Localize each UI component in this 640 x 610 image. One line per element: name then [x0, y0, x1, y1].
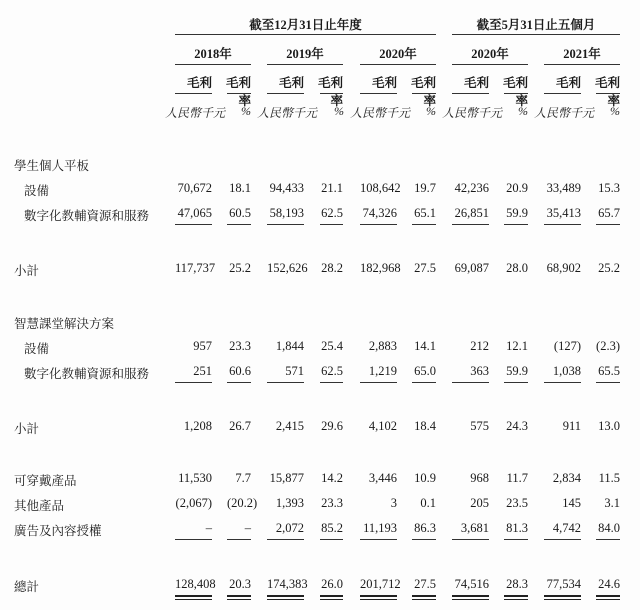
underline — [227, 539, 251, 540]
subtotal-label: 小計 — [14, 422, 40, 436]
gross-profit-cell: 47,065 — [177, 206, 212, 220]
gross-profit-cell: 3 — [390, 496, 397, 510]
margin-cell: 62.5 — [321, 364, 343, 378]
double-underline — [596, 595, 620, 600]
gross-profit-cell: 2,415 — [275, 419, 304, 433]
col-header-margin: 毛利率 — [502, 76, 528, 108]
divider — [320, 93, 343, 94]
margin-cell: 15.3 — [598, 181, 620, 195]
margin-cell: 65.5 — [598, 364, 620, 378]
divider — [452, 64, 528, 65]
margin-cell: 60.6 — [229, 364, 251, 378]
gross-profit-cell: 74,326 — [362, 206, 397, 220]
gross-profit-cell: 182,968 — [360, 261, 401, 275]
divider — [544, 64, 620, 65]
total-label: 總計 — [14, 580, 40, 594]
gross-profit-cell: 145 — [562, 496, 581, 510]
margin-cell: 65.0 — [414, 364, 436, 378]
margin-cell: 27.5 — [414, 261, 436, 275]
col-header-margin: 毛利率 — [594, 76, 620, 108]
gross-profit-cell: 58,193 — [269, 206, 304, 220]
divider — [360, 93, 397, 94]
gross-profit-cell: 968 — [470, 471, 489, 485]
gross-profit-cell: 108,642 — [360, 181, 401, 195]
underline — [267, 224, 304, 225]
gross-profit-cell: 1,844 — [275, 339, 304, 353]
gross-profit-cell: 117,737 — [175, 261, 216, 275]
unit-percent: % — [334, 104, 344, 118]
gross-profit-cell: 94,433 — [269, 181, 304, 195]
underline — [320, 224, 343, 225]
margin-cell: 24.6 — [598, 577, 620, 591]
gross-profit-cell: 571 — [285, 364, 304, 378]
underline — [596, 224, 620, 225]
gross-profit-cell: 1,219 — [368, 364, 397, 378]
gross-profit-cell: 174,383 — [267, 577, 308, 591]
margin-cell: 13.0 — [598, 419, 620, 433]
margin-cell: 0.1 — [420, 496, 436, 510]
underline — [267, 382, 304, 383]
gross-profit-cell: 26,851 — [454, 206, 489, 220]
double-underline — [227, 595, 251, 600]
gross-profit-cell: 2,883 — [368, 339, 397, 353]
double-underline — [360, 595, 397, 600]
gross-profit-cell: 77,534 — [546, 577, 581, 591]
underline — [504, 539, 528, 540]
gross-profit-cell: 3,681 — [460, 521, 489, 535]
unit-percent: % — [518, 104, 528, 118]
margin-cell: 11.7 — [506, 471, 528, 485]
gross-profit-cell: 68,902 — [546, 261, 581, 275]
margin-cell: 3.1 — [604, 496, 620, 510]
divider — [452, 34, 620, 35]
underline — [452, 539, 489, 540]
margin-cell: 14.1 — [414, 339, 436, 353]
gross-profit-cell: 33,489 — [546, 181, 581, 195]
underline — [175, 224, 212, 225]
row-label: 數字化教輔資源和服務 — [24, 367, 150, 381]
divider — [267, 93, 304, 94]
underline — [360, 224, 397, 225]
underline — [227, 224, 251, 225]
underline — [504, 224, 528, 225]
gross-profit-cell: 2,834 — [552, 471, 581, 485]
margin-cell: 23.3 — [321, 496, 343, 510]
period-header-five-months: 截至5月31日止五個月 — [476, 18, 596, 32]
subtotal-label: 小計 — [14, 264, 40, 278]
margin-cell: 20.3 — [229, 577, 251, 591]
underline — [544, 224, 581, 225]
margin-cell: 59.9 — [506, 364, 528, 378]
gross-profit-cell: 3,446 — [368, 471, 397, 485]
underline — [412, 539, 436, 540]
year-header-2020-5m: 2020年 — [471, 47, 509, 61]
gross-profit-cell: 205 — [470, 496, 489, 510]
margin-cell: 18.1 — [229, 181, 251, 195]
gross-profit-cell: 11,193 — [363, 521, 397, 535]
gross-profit-cell: (2,067) — [175, 496, 212, 510]
col-header-margin: 毛利率 — [410, 76, 436, 108]
underline — [544, 539, 581, 540]
margin-cell: 11.5 — [598, 471, 620, 485]
gross-profit-cell: 42,236 — [454, 181, 489, 195]
row-label: 數字化教輔資源和服務 — [24, 209, 150, 223]
row-label: 其他產品 — [14, 499, 65, 513]
double-underline — [504, 595, 528, 600]
col-header-gross-profit: 毛利 — [555, 76, 581, 90]
margin-cell: 65.7 — [598, 206, 620, 220]
divider — [504, 93, 528, 94]
divider — [544, 93, 581, 94]
gross-profit-cell: 15,877 — [269, 471, 304, 485]
margin-cell: 18.4 — [414, 419, 436, 433]
underline — [175, 539, 212, 540]
year-header-2019: 2019年 — [286, 47, 324, 61]
margin-cell: 81.3 — [506, 521, 528, 535]
underline — [360, 539, 397, 540]
margin-cell: 60.5 — [229, 206, 251, 220]
gross-profit-cell: 363 — [470, 364, 489, 378]
gross-profit-cell: 1,208 — [183, 419, 212, 433]
underline — [452, 224, 489, 225]
underline — [320, 382, 343, 383]
divider — [175, 64, 251, 65]
gross-profit-cell: 251 — [193, 364, 212, 378]
double-underline — [320, 595, 343, 600]
double-underline — [544, 595, 581, 600]
unit-currency: 人民幣千元 — [442, 106, 503, 120]
double-underline — [412, 595, 436, 600]
gross-profit-cell: 957 — [193, 339, 212, 353]
margin-cell: 86.3 — [414, 521, 436, 535]
margin-cell: 24.3 — [506, 419, 528, 433]
year-header-2021-5m: 2021年 — [563, 47, 601, 61]
underline — [360, 382, 397, 383]
double-underline — [452, 595, 489, 600]
gross-profit-cell: 128,408 — [175, 577, 216, 591]
margin-cell: 19.7 — [414, 181, 436, 195]
row-label: 廣告及內容授權 — [14, 524, 102, 538]
margin-cell: 59.9 — [506, 206, 528, 220]
margin-cell: 14.2 — [321, 471, 343, 485]
gross-profit-cell: 35,413 — [546, 206, 581, 220]
margin-cell: 84.0 — [598, 521, 620, 535]
margin-cell: 25.2 — [598, 261, 620, 275]
col-header-gross-profit: 毛利 — [371, 76, 397, 90]
col-header-gross-profit: 毛利 — [463, 76, 489, 90]
col-header-margin: 毛利率 — [225, 76, 251, 108]
unit-percent: % — [610, 104, 620, 118]
section-title: 智慧課堂解決方案 — [14, 317, 115, 331]
margin-cell: 28.0 — [506, 261, 528, 275]
gross-profit-cell: – — [205, 521, 212, 535]
gross-profit-cell: 4,102 — [368, 419, 397, 433]
underline — [320, 539, 343, 540]
year-header-2020: 2020年 — [379, 47, 417, 61]
gross-profit-cell: 69,087 — [454, 261, 489, 275]
underline — [412, 224, 436, 225]
margin-cell: 29.6 — [321, 419, 343, 433]
divider — [267, 64, 343, 65]
row-label: 可穿戴產品 — [14, 474, 77, 488]
gross-profit-cell: 11,530 — [178, 471, 212, 485]
divider — [360, 64, 436, 65]
unit-currency: 人民幣千元 — [350, 106, 411, 120]
divider — [596, 93, 620, 94]
section-title: 學生個人平板 — [14, 159, 90, 173]
margin-cell: 28.2 — [321, 261, 343, 275]
underline — [504, 382, 528, 383]
margin-cell: 25.2 — [229, 261, 251, 275]
gross-profit-cell: 911 — [562, 419, 581, 433]
gross-profit-cell: 575 — [470, 419, 489, 433]
margin-cell: – — [244, 521, 251, 535]
margin-cell: 25.4 — [321, 339, 343, 353]
margin-cell: 23.3 — [229, 339, 251, 353]
gross-profit-cell: 152,626 — [267, 261, 308, 275]
unit-percent: % — [426, 104, 436, 118]
double-underline — [267, 595, 304, 600]
margin-cell: 28.3 — [506, 577, 528, 591]
underline — [544, 382, 581, 383]
underline — [227, 382, 251, 383]
divider — [175, 34, 436, 35]
col-header-gross-profit: 毛利 — [186, 76, 212, 90]
underline — [412, 382, 436, 383]
margin-cell: 65.1 — [414, 206, 436, 220]
col-header-margin: 毛利率 — [317, 76, 343, 108]
margin-cell: 26.7 — [229, 419, 251, 433]
margin-cell: (20.2) — [227, 496, 258, 510]
margin-cell: (2.3) — [596, 339, 620, 353]
margin-cell: 12.1 — [506, 339, 528, 353]
gross-profit-cell: 1,393 — [275, 496, 304, 510]
margin-cell: 21.1 — [321, 181, 343, 195]
margin-cell: 20.9 — [506, 181, 528, 195]
row-label: 設備 — [24, 184, 50, 198]
unit-currency: 人民幣千元 — [257, 106, 318, 120]
gross-profit-cell: (127) — [553, 339, 581, 353]
col-header-gross-profit: 毛利 — [278, 76, 304, 90]
margin-cell: 23.5 — [506, 496, 528, 510]
margin-cell: 85.2 — [321, 521, 343, 535]
gross-profit-cell: 212 — [470, 339, 489, 353]
margin-cell: 62.5 — [321, 206, 343, 220]
margin-cell: 10.9 — [414, 471, 436, 485]
underline — [267, 539, 304, 540]
underline — [596, 539, 620, 540]
underline — [175, 382, 212, 383]
unit-currency: 人民幣千元 — [165, 106, 226, 120]
margin-cell: 26.0 — [321, 577, 343, 591]
row-label: 設備 — [24, 342, 50, 356]
double-underline — [175, 595, 212, 600]
gross-profit-cell: 201,712 — [360, 577, 401, 591]
gross-profit-cell: 74,516 — [454, 577, 489, 591]
margin-cell: 27.5 — [414, 577, 436, 591]
period-header-full-year: 截至12月31日止年度 — [249, 18, 362, 32]
year-header-2018: 2018年 — [194, 47, 232, 61]
margin-cell: 7.7 — [235, 471, 251, 485]
unit-currency: 人民幣千元 — [534, 106, 595, 120]
divider — [412, 93, 436, 94]
gross-profit-cell: 2,072 — [275, 521, 304, 535]
gross-profit-cell: 70,672 — [177, 181, 212, 195]
divider — [452, 93, 489, 94]
gross-profit-cell: 4,742 — [552, 521, 581, 535]
divider — [175, 93, 212, 94]
gross-profit-cell: 1,038 — [552, 364, 581, 378]
underline — [596, 382, 620, 383]
unit-percent: % — [241, 104, 251, 118]
underline — [452, 382, 489, 383]
divider — [227, 93, 251, 94]
